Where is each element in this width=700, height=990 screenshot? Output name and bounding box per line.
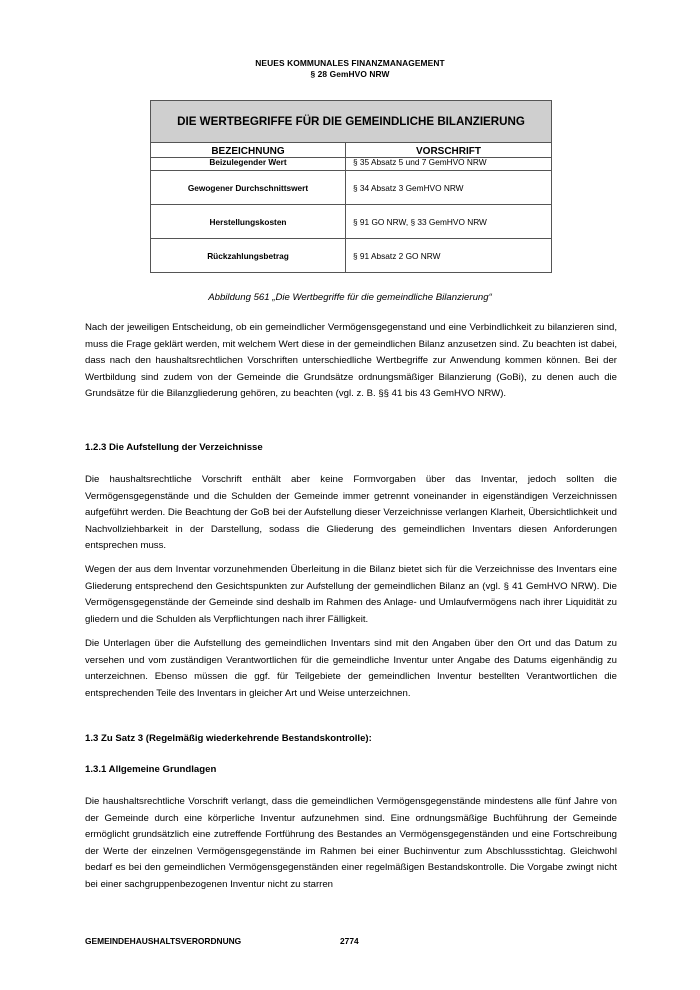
- row-designation: Herstellungskosten: [151, 205, 346, 239]
- paragraph-form-requirements: Die haushaltsrechtliche Vorschrift enthält aber keine Formvorgaben über das Inventar, jedoch sollten die Vermögensgegenstände und die Schulden der Gemeinde immer getrennt voneinander in eigenständigen Verzeichnissen aufgeführt werden. Die Beachtung der GoB bei der Aufstellung dieser Verzeichnisse verlangen Klarheit, Übersichtlichkeit und Nachvollziehbarkeit in der Darstellung, sodass die Gliederung des gemeindlichen Inventars diesen Anforderungen entsprechen muss.: [85, 474, 617, 552]
- figure-caption: Abbildung 561 „Die Wertbegriffe für die gemeindliche Bilanzierung“: [208, 292, 492, 303]
- table-row: [151, 158, 552, 171]
- row-regulation: § 34 Absatz 3 GemHVO NRW: [346, 171, 552, 205]
- running-header-section: § 28 GemHVO NRW: [310, 69, 390, 79]
- row-designation: Gewogener Durchschnittswert: [151, 171, 346, 205]
- section-heading-1-3-1: 1.3.1 Allgemeine Grundlagen: [85, 764, 217, 775]
- section-heading-1-2-3: 1.2.3 Die Aufstellung der Verzeichnisse: [85, 442, 263, 453]
- value-terms-table: [150, 100, 551, 273]
- paragraph-signature: Die Unterlagen über die Aufstellung des gemeindlichen Inventars sind mit den Angaben über den Ort und das Datum zu versehen und vom zuständigen Verantwortlichen für die gemeindliche Inventur unter Angabe des Datums eigenhändig zu unterzeichnen. Ebenso müssen die ggf. für Teilgebiete der gemeindlichen Inventur bestellten Verantwortlichen die entsprechenden Teile des Inventars in gleicher Art und Weise unterzeichnen.: [85, 638, 617, 699]
- row-designation: Rückzahlungsbetrag: [151, 239, 346, 273]
- paragraph-inventory-control: Die haushaltsrechtliche Vorschrift verlangt, dass die gemeindlichen Vermögensgegenstände mindestens alle fünf Jahre von der Gemeinde durch eine körperliche Inventur aufzunehmen sind. Eine ordnungsmäßige Buchführung der Gemeinde ermöglicht grundsätzlich eine zutreffende Fortführung des Bestandes an Vermögensgegenständen und eine Fortschreibung der Werte der einzelnen Vermögensgegenstände im Rahmen bei einer Buchinventur zum Abschlussstichtag. Gleichwohl bedarf es bei den gemeindlichen Vermögensgegenständen einer regelmäßigen Bestandskontrolle. Die Vorgabe zwingt nicht bei einer sachgruppenbezogenen Inventur nicht zu starren: [85, 796, 617, 890]
- column-header-designation: BEZEICHNUNG: [151, 143, 346, 158]
- footer-document-title: GEMEINDEHAUSHALTSVERORDNUNG: [85, 936, 242, 946]
- running-header-title: NEUES KOMMUNALES FINANZMANAGEMENT: [255, 58, 445, 68]
- table-row: [151, 171, 552, 205]
- section-heading-1-3: 1.3 Zu Satz 3 (Regelmäßig wiederkehrende Bestandskontrolle):: [85, 733, 372, 744]
- page-number: 2774: [340, 936, 359, 946]
- column-header-regulation: VORSCHRIFT: [346, 143, 552, 158]
- paragraph-structure: Wegen der aus dem Inventar vorzunehmenden Überleitung in die Bilanz bietet sich für die Verzeichnisse des Inventars eine Gliederung entsprechend den Gesichtspunkten zur Aufstellung der gemeindlichen Bilanz an (vgl. § 41 GemHVO NRW). Die Vermögensgegenstände der Gemeinde sind deshalb im Rahmen des Anlage- und Umlaufvermögens nach ihrer Liquidität zu gliedern und die Schulden als Verpflichtungen nach ihrer Fälligkeit.: [85, 564, 617, 625]
- row-regulation: § 35 Absatz 5 und 7 GemHVO NRW: [346, 158, 552, 171]
- row-regulation: § 91 Absatz 2 GO NRW: [346, 239, 552, 273]
- table-row: [151, 239, 552, 273]
- paragraph-valuation: Nach der jeweiligen Entscheidung, ob ein gemeindlicher Vermögensgegenstand und eine Verbindlichkeit zu bilanzieren sind, muss die Frage geklärt werden, mit welchem Wert diese in der gemeindlichen Bilanz anzusetzen sind. Zu beachten ist dabei, dass nach den haushaltsrechtlichen Vorschriften unterschiedliche Wertbegriffe zur Anwendung kommen können. Bei der Wertbildung sind zudem von der Gemeinde die Grundsätze ordnungsmäßiger Bilanzierung (GoBi), zu denen auch die Grundsätze für die Bilanzgliederung gehören, zu beachten (vgl. z. B. §§ 41 bis 43 GemHVO NRW).: [85, 322, 617, 400]
- row-regulation: § 91 GO NRW, § 33 GemHVO NRW: [346, 205, 552, 239]
- table-row: [151, 205, 552, 239]
- table-title: DIE WERTBEGRIFFE FÜR DIE GEMEINDLICHE BILANZIERUNG: [151, 101, 552, 143]
- row-designation: Beizulegender Wert: [151, 158, 346, 171]
